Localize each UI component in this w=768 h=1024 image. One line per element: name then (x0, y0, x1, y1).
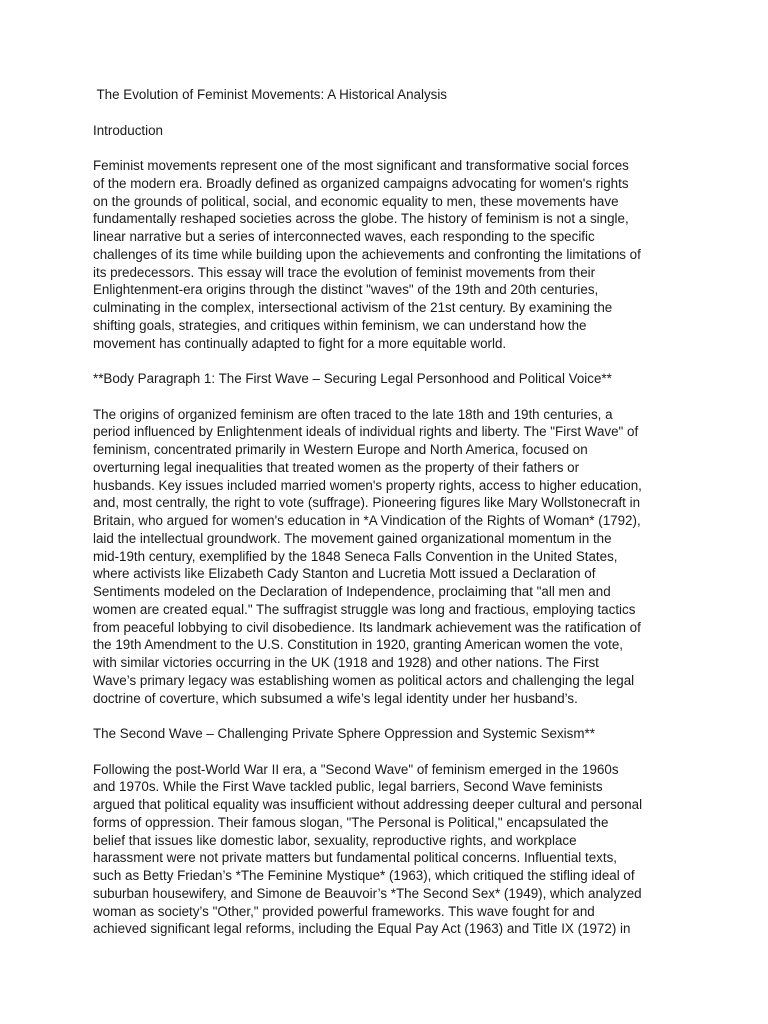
text-line: harassment were not private matters but fundamental political concerns. Influential texts, (93, 850, 617, 866)
text-line: Feminist movements represent one of the most significant and transformative social forces (93, 158, 629, 173)
text-line: with similar victories occurring in the UK (1918 and 1928) and other nations. The First (93, 655, 599, 670)
text-line: such as Betty Friedan’s *The Feminine Mystique* (1963), which critiqued the stifling ideal of (93, 868, 635, 883)
section-heading-introduction: Introduction (93, 122, 163, 138)
text-line: where activists like Elizabeth Cady Stanton and Lucretia Mott issued a Declaration of (93, 566, 596, 582)
paragraph-spacer (93, 707, 680, 725)
text-line: Wave’s primary legacy was establishing women as political actors and challenging the legal (93, 672, 635, 688)
text-line: and 1970s. While the First Wave tackled public, legal barriers, Second Wave feminists (93, 779, 603, 795)
text-line: the 19th Amendment to the U.S. Constitution in 1920, granting American women the vote, (93, 637, 623, 653)
text-line: overturning legal inequalities that treated women as the property of their fathers or (93, 459, 580, 475)
text-line: belief that issues like domestic labor, sexuality, reproductive rights, and workplace (93, 832, 577, 848)
document-title: The Evolution of Feminist Movements: A Historical Analysis (93, 87, 448, 102)
text-line: from peaceful lobbying to civil disobedience. Its landmark achievement was the ratification of (93, 619, 641, 635)
text-line: linear narrative but a series of interconnected waves, each responding to the specific (93, 229, 595, 244)
paragraph-first-wave (93, 406, 680, 708)
text-line: woman as society’s "Other," provided powerful frameworks. This wave fought for and (93, 903, 595, 919)
text-line: The origins of organized feminism are often traced to the late 18th and 19th centuries, a (93, 406, 613, 422)
paragraph-spacer (93, 139, 680, 157)
paragraph-spacer (93, 743, 680, 761)
text-line: Enlightenment-era origins through the distinct "waves" of the 19th and 20th centuries, (93, 282, 599, 298)
document-body (93, 86, 680, 938)
text-line: achieved significant legal reforms, including the Equal Pay Act (1963) and Title IX (1972) in (93, 921, 631, 937)
text-line: shifting goals, strategies, and critiques within feminism, we can understand how the (93, 317, 587, 333)
text-line: doctrine of coverture, which subsumed a wife’s legal identity under her husband’s. (93, 690, 578, 706)
text-line: challenges of its time while building upon the achievements and confronting the limitations of (93, 246, 641, 262)
text-line: movement has continually adapted to fight for a more equitable world. (93, 335, 507, 351)
text-line: culminating in the complex, intersectional activism of the 21st century. By examining the (93, 300, 613, 315)
text-line: on the grounds of political, social, and economic equality to men, these movements have (93, 193, 619, 209)
text-line: women are created equal." The suffragist struggle was long and fractious, employing tactics (93, 601, 636, 617)
text-line: husbands. Key issues included married women's property rights, access to higher education, (93, 477, 642, 493)
text-line: and, most centrally, the right to vote (suffrage). Pioneering figures like Mary Wollstonecraft in (93, 495, 641, 511)
section-heading-first-wave: **Body Paragraph 1: The First Wave – Securing Legal Personhood and Political Voice** (93, 371, 612, 386)
text-line: feminism, concentrated primarily in Western Europe and North America, focused on (93, 442, 588, 457)
text-line: period influenced by Enlightenment ideals of individual rights and liberty. The "First Wave" of (93, 424, 639, 440)
paragraph-spacer (93, 352, 680, 370)
text-line: its predecessors. This essay will trace the evolution of feminist movements from their (93, 264, 596, 280)
text-line: mid-19th century, exemplified by the 1848 Seneca Falls Convention in the United States, (93, 548, 618, 564)
paragraph-spacer (93, 388, 680, 406)
text-line: of the modern era. Broadly defined as organized campaigns advocating for women's rights (93, 175, 629, 191)
text-line: Britain, who argued for women's education in *A Vindication of the Rights of Woman* (1792), (93, 513, 641, 528)
text-line: suburban housewifery, and Simone de Beauvoir’s *The Second Sex* (1949), which analyzed (93, 885, 642, 901)
paragraph-introduction (93, 157, 680, 352)
paragraph-spacer (93, 104, 680, 122)
text-line: Sentiments modeled on the Declaration of Independence, proclaiming that "all men and (93, 584, 611, 599)
text-line: fundamentally reshaped societies across the globe. The history of feminism is not a single, (93, 211, 629, 227)
section-heading-second-wave: The Second Wave – Challenging Private Sphere Oppression and Systemic Sexism** (93, 726, 595, 741)
paragraph-second-wave (93, 761, 680, 939)
text-line: Following the post-World War II era, a "Second Wave" of feminism emerged in the 1960s (93, 761, 619, 777)
text-line: forms of oppression. Their famous slogan, "The Personal is Political," encapsulated the (93, 814, 609, 830)
text-line: argued that political equality was insufficient without addressing deeper cultural and personal (93, 797, 643, 812)
text-line: laid the intellectual groundwork. The movement gained organizational momentum in the (93, 530, 612, 546)
